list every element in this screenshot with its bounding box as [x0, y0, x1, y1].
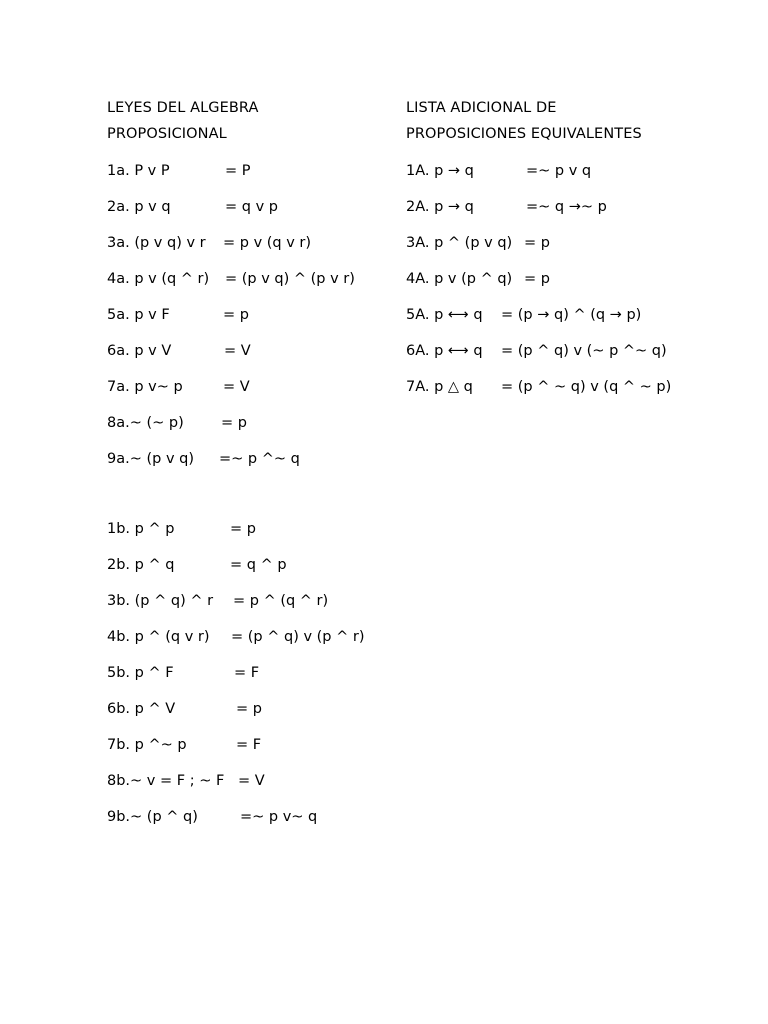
law-row — [107, 799, 397, 835]
law-result: = p ^ (q ^ r) — [233, 593, 329, 609]
equivalence-label: 2A. p → q — [406, 199, 474, 215]
law-row — [107, 333, 397, 369]
law-result: = p — [221, 415, 247, 431]
section-spacer — [107, 477, 397, 511]
law-row — [107, 297, 397, 333]
left-column — [107, 95, 397, 835]
law-row — [107, 261, 397, 297]
law-row — [107, 153, 397, 189]
right-column — [406, 95, 746, 405]
law-label: 9a.~ (p v q) — [107, 451, 194, 467]
law-row — [107, 763, 397, 799]
right-heading-line-2: PROPOSICIONES EQUIVALENTES — [406, 126, 642, 142]
right-heading — [406, 95, 746, 147]
left-heading — [107, 95, 397, 147]
law-label: 4a. p v (q ^ r) — [107, 271, 210, 287]
law-label: 3a. (p v q) v r — [107, 235, 206, 251]
equivalence-label: 5A. p ⟷ q — [406, 307, 483, 323]
law-row — [107, 511, 397, 547]
law-result: = P — [225, 163, 251, 179]
equivalence-label: 3A. p ^ (p v q) — [406, 235, 513, 251]
law-result: =~ p ^~ q — [219, 451, 300, 467]
equivalence-label: 1A. p → q — [406, 163, 474, 179]
law-row — [107, 405, 397, 441]
equivalence-label: 7A. p △ q — [406, 379, 473, 395]
law-label: 7a. p v~ p — [107, 379, 183, 395]
law-label: 2a. p v q — [107, 199, 171, 215]
law-result: = p — [223, 307, 249, 323]
equivalence-row — [406, 189, 746, 225]
equivalence-row — [406, 369, 746, 405]
law-result: = p v (q v r) — [223, 235, 312, 251]
equivalences-list — [406, 153, 746, 405]
equivalence-result: = p — [524, 235, 550, 251]
equivalence-result: = (p → q) ^ (q → p) — [501, 307, 642, 323]
law-label: 6a. p v V — [107, 343, 172, 359]
law-label: 8b.~ v = F ; ~ F — [107, 773, 225, 789]
equivalence-result: = (p ^ q) v (~ p ^~ q) — [501, 343, 667, 359]
law-label: 7b. p ^~ p — [107, 737, 187, 753]
law-label: 1b. p ^ p — [107, 521, 175, 537]
equivalence-row — [406, 261, 746, 297]
law-result: = q v p — [225, 199, 278, 215]
equivalence-row — [406, 297, 746, 333]
law-row — [107, 691, 397, 727]
law-label: 6b. p ^ V — [107, 701, 176, 717]
law-result: = q ^ p — [230, 557, 287, 573]
law-label: 2b. p ^ q — [107, 557, 175, 573]
law-result: = F — [234, 665, 260, 681]
laws-a-list — [107, 153, 397, 477]
equivalence-result: = (p ^ ~ q) v (q ^ ~ p) — [501, 379, 672, 395]
equivalence-row — [406, 153, 746, 189]
left-heading-line-2: PROPOSICIONAL — [107, 126, 227, 142]
law-result: = V — [224, 343, 251, 359]
law-result: = (p ^ q) v (p ^ r) — [231, 629, 365, 645]
law-row — [107, 189, 397, 225]
equivalence-label: 4A. p v (p ^ q) — [406, 271, 513, 287]
law-row — [107, 441, 397, 477]
law-row — [107, 619, 397, 655]
law-label: 9b.~ (p ^ q) — [107, 809, 198, 825]
law-label: 1a. P v P — [107, 163, 170, 179]
law-result: = V — [223, 379, 250, 395]
laws-b-list — [107, 511, 397, 835]
right-heading-line-1: LISTA ADICIONAL DE — [406, 100, 557, 116]
law-result: = p — [236, 701, 262, 717]
law-row — [107, 655, 397, 691]
law-result: = p — [230, 521, 256, 537]
equivalence-result: =~ p v q — [526, 163, 592, 179]
left-heading-line-1: LEYES DEL ALGEBRA — [107, 100, 259, 116]
law-label: 4b. p ^ (q v r) — [107, 629, 210, 645]
law-result: = F — [236, 737, 262, 753]
law-row — [107, 727, 397, 763]
equivalence-result: =~ q →~ p — [526, 199, 607, 215]
equivalence-row — [406, 225, 746, 261]
law-row — [107, 583, 397, 619]
law-label: 3b. (p ^ q) ^ r — [107, 593, 214, 609]
law-result: = (p v q) ^ (p v r) — [225, 271, 355, 287]
law-result: = V — [238, 773, 265, 789]
law-label: 8a.~ (~ p) — [107, 415, 184, 431]
law-row — [107, 225, 397, 261]
law-label: 5b. p ^ F — [107, 665, 174, 681]
equivalence-result: = p — [524, 271, 550, 287]
law-row — [107, 369, 397, 405]
law-result: =~ p v~ q — [240, 809, 318, 825]
law-row — [107, 547, 397, 583]
equivalence-row — [406, 333, 746, 369]
law-label: 5a. p v F — [107, 307, 170, 323]
equivalence-label: 6A. p ⟷ q — [406, 343, 483, 359]
